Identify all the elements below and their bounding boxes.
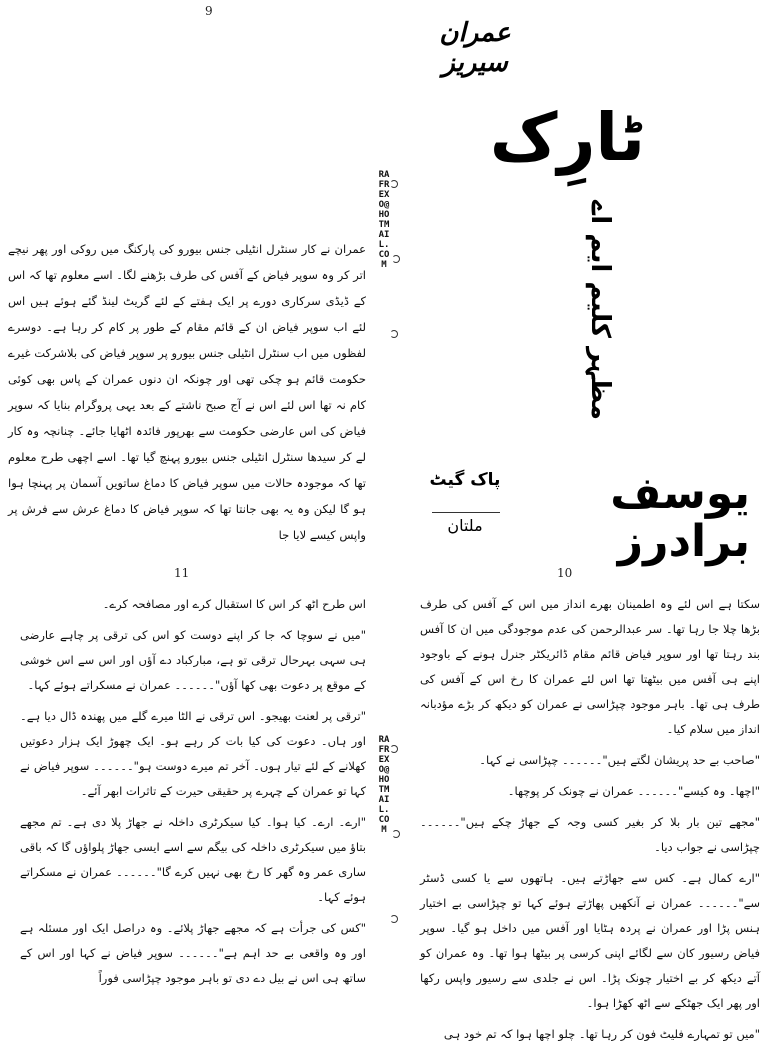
page-number-right: 10: [557, 566, 573, 580]
book-title: ٹارِک: [489, 99, 645, 176]
scribble-mark: [390, 330, 398, 338]
publisher-address: پاک گیٹ: [429, 470, 501, 490]
paragraph: "ارے کمال ہے۔ کس سے جھاڑتے ہیں۔ ہاتھوں سے یا کسی ڈسٹر سے"۔۔۔۔۔۔ عمران نے آنکھیں پھاڑتے ہوئے کہا تو چپڑاسی بے اختیار ہنس پڑا اور عمران نے پردہ ہٹایا اور آفس میں داخل ہو گیا۔ سوپر فیاض رسیور کان سے لگائے اپنی کرسی پر بیٹھا ہوا تھا۔ وہ عمران کو آتے دیکھ کر بے اختیار چونک پڑا۔ اس نے جلدی سے رسیور واپس رکھا اور پھر ایک جھٹکے سے اٹھ کھڑا ہوا۔: [420, 871, 760, 1010]
paragraph: "اچھا۔ وہ کیسے"۔۔۔۔۔۔ عمران نے چونک کر پوچھا۔: [507, 784, 760, 798]
paragraph: "ارے۔ ارے۔ کیا ہوا۔ کیا سیکرٹری داخلہ نے جھاڑ پلا دی ہے۔ تم مجھے بتاؤ میں سیکرٹری داخلہ کی بیگم سے اسے ایسی جھاڑ پلواؤں گا کہ باقی ساری عمر وہ گھر کا رخ بھی نہیں کرے گا"۔۔۔۔۔۔ عمران نے مسکراتے ہوئے کہا۔: [20, 815, 366, 904]
paragraph: "میں نے سوچا کہ جا کر اپنے دوست کو اس کی ترقی پر چاہے عارضی ہی سہی بہرحال ترقی تو ہے، مبارکباد دے آؤں اور اس سے اس خوشی کے موقع پر دعوت بھی کھا آؤں"۔۔۔۔۔۔ عمران نے مسکراتے ہوئے کہا۔: [20, 628, 366, 692]
scribble-mark: [392, 255, 400, 263]
scribble-mark: [390, 180, 398, 188]
paragraph: "میں تو تمہارے فلیٹ فون کر رہا تھا۔ چلو اچھا ہوا کہ تم خود ہی: [443, 1027, 760, 1041]
watermark-top: RAFREXO@HOTMAIL.COM: [378, 170, 390, 270]
paragraph: اس طرح اٹھ کر اس کا استقبال کرے اور مصافحہ کرے۔: [102, 597, 366, 611]
scribble-mark: [390, 915, 398, 923]
author-name: مظہر کلیم ایم اے: [585, 200, 615, 420]
paragraph: "مجھے تین بار بلا کر بغیر کسی وجہ کے جھاڑ چکے ہیں"۔۔۔۔۔۔ چپڑاسی نے جواب دیا۔: [420, 815, 760, 854]
watermark-bottom: RAFREXO@HOTMAIL.COM: [378, 735, 390, 835]
scribble-mark: [390, 745, 398, 753]
page11-text: [20, 592, 366, 1020]
paragraph: عمران نے کار سنٹرل انٹیلی جنس بیورو کی پارکنگ میں روکی اور پھر نیچے اتر کر وہ سوپر فیاض کے آفس کی طرف بڑھنے لگا۔ اسے معلوم تھا کہ اس کے ڈیڈی سرکاری دورے پر ایک ہفتے کے لئے گریٹ لینڈ گئے ہوئے ہیں اس لئے اب سوپر فیاض ان کے قائم مقام کے طور پر کام کر رہا ہے۔ دوسرے لفظوں میں اب سنٹرل انٹیلی جنس بیورو پر سوپر فیاض کی بلاشرکت غیرے حکومت قائم ہو چکی تھی اور چونکہ ان دنوں عمران کے پاس بھی کوئی کام نہ تھا اس لئے اس نے آج صبح ناشتے کے بعد یہی پروگرام بنایا کہ سوپر فیاض کی اس عارضی حکومت سے بھرپور فائدہ اٹھایا جائے۔ چنانچہ وہ کار لے کر سیدھا سنٹرل انٹیلی جنس بیورو پہنچ گیا تھا۔ اسے اچھی طرح معلوم تھا کہ موجودہ حالات میں سوپر فیاض کا دماغ ساتویں آسمان پر پہنچا ہوا ہو گا لیکن وہ یہ بھی جانتا تھا کہ سوپر فیاض کا دماغ عرش سے فرش پر واپس کیسے لایا جا: [8, 242, 366, 542]
scribble-mark: [392, 830, 400, 838]
paragraph: سکتا ہے اس لئے وہ اطمینان بھرے انداز میں اس کے آفس کی طرف بڑھا چلا جا رہا تھا۔ سر عبدالرحمن کی عدم موجودگی میں ان کا آفس بند رہتا تھا اور سوپر فیاض قائم مقام ڈائریکٹر جنرل ہونے کے باوجود اپنے ہی آفس میں بیٹھتا تھا اس لئے عمران کا رخ اس کے آفس کی طرف ہی تھا۔ باہر موجود چپڑاسی نے عمران کو دیکھ کر بڑے مؤدبانہ انداز میں سلام کیا۔: [420, 597, 760, 736]
page-number-top: 9: [205, 4, 213, 18]
paragraph: "ترقی پر لعنت بھیجو۔ اس ترقی نے الٹا میرے گلے میں پھندہ ڈال دیا ہے۔ اور ہاں۔ دعوت کی کیا بات کر رہے ہو۔ ایک چھوڑ ایک ہزار دعوتیں کھلانے کے لئے تیار ہوں۔ آخر تم میرے دوست ہو"۔۔۔۔۔۔ سوپر فیاض نے کہا تو عمران کے چہرے پر حقیقی حیرت کے تاثرات ابھر آئے۔: [20, 709, 366, 798]
paragraph: "کس کی جرأت ہے کہ مجھے جھاڑ پلائے۔ وہ دراصل ایک اور مسئلہ ہے اور وہ واقعی بے حد اہم ہے"۔۔۔۔۔۔ سوپر فیاض نے کہا اور اس کے ساتھ ہی اس نے بیل دے دی تو باہر موجود چپڑاسی فوراً: [20, 921, 366, 985]
page10-text: [420, 592, 760, 1041]
publisher-divider: [432, 512, 500, 513]
publisher-city: ملتان: [447, 516, 483, 535]
paragraph: "صاحب بے حد پریشان لگتے ہیں"۔۔۔۔۔۔ چپڑاسی نے کہا۔: [479, 753, 760, 767]
page9-text: [8, 236, 366, 556]
series-title: عمران سیریز: [439, 18, 511, 78]
page-number-left: 11: [174, 566, 190, 580]
publisher-name: یوسف برادرز: [610, 468, 750, 568]
